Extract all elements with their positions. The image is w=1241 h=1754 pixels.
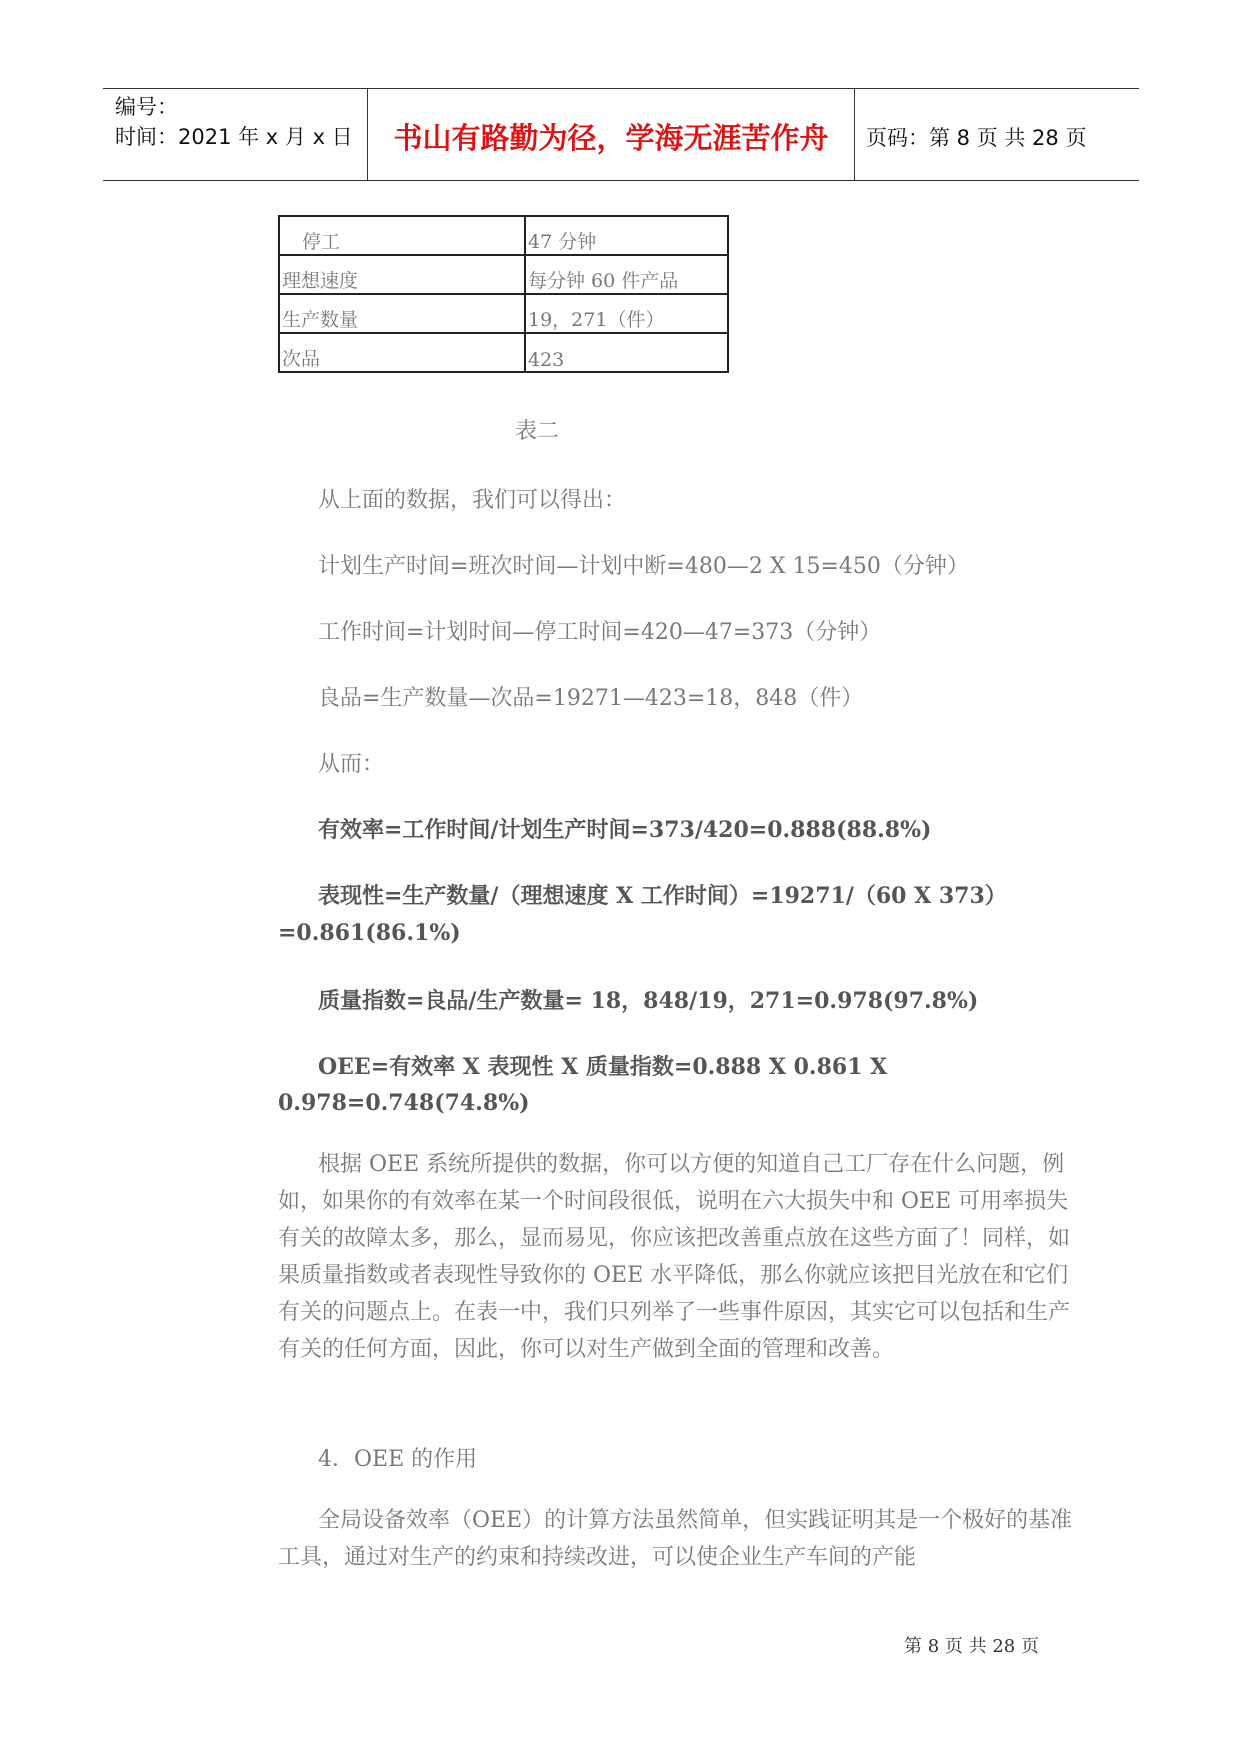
formula-performance-result: =0.861(86.1%) [278, 920, 461, 946]
table-caption: 表二 [515, 419, 560, 444]
body-paragraph [278, 1146, 1088, 1368]
header-page-number: 页码：第 8 页 共 28 页 [866, 126, 1087, 150]
formula-oee-result: 0.978=0.748(74.8%) [278, 1090, 530, 1116]
table-cell-label: 停工 [279, 216, 525, 255]
header-meta [115, 92, 353, 152]
table-cell-value: 每分钟 60 件产品 [525, 255, 728, 294]
table-row [279, 255, 728, 294]
data-table [278, 215, 729, 373]
table-cell-label: 理想速度 [279, 255, 525, 294]
text-line: 从上面的数据，我们可以得出： [318, 488, 627, 513]
formula-oee: OEE=有效率 X 表现性 X 质量指数=0.888 X 0.861 X [318, 1054, 888, 1080]
section-title: 4．OEE 的作用 [318, 1447, 478, 1472]
table-cell-label: 生产数量 [279, 294, 525, 333]
table-row [279, 294, 728, 333]
page-footer: 第 8 页 共 28 页 [904, 1636, 1039, 1657]
text-line: 从而： [318, 752, 385, 777]
header-divider-right [854, 88, 855, 181]
paragraph-text: 全局设备效率（OEE）的计算方法虽然简单，但实践证明其是一个极好的基准工具，通过对生产的约束和持续改进，可以使企业生产车间的产能 [278, 1508, 1073, 1570]
formula-quality: 质量指数=良品/生产数量= 18，848/19，271=0.978(97.8%) [318, 988, 979, 1014]
formula-good-parts: 良品=生产数量—次品=19271—423=18，848（件） [318, 686, 864, 711]
body-paragraph [278, 1502, 1088, 1576]
table-cell-value: 19，271（件） [525, 294, 728, 333]
paragraph-text: 根据 OEE 系统所提供的数据，你可以方便的知道自己工厂存在什么问题，例如，如果你的有效率在某一个时间段很低，说明在六大损失中和 OEE 可用率损失有关的故障太多，那么，显而易见，你应该把改善重点放在这些方面了！同样，如果质量指数或者表现性导致你的 OEE 水平降低，那么你就应该把目光放在和它们有关的问题点上。在表一中，我们只列举了一些事件原因，其实它可以包括和生产有关的任何方面，因此，你可以对生产做到全面的管理和改善。 [278, 1152, 1071, 1362]
formula-working-time: 工作时间=计划时间—停工时间=420—47=373（分钟） [318, 620, 882, 645]
table-row [279, 333, 728, 372]
table-cell-label: 次品 [279, 333, 525, 372]
header-top-rule [103, 88, 1139, 89]
header-number: 编号： [115, 95, 178, 119]
formula-planned-time: 计划生产时间=班次时间—计划中断=480—2 X 15=450（分钟） [318, 554, 969, 579]
formula-availability: 有效率=工作时间/计划生产时间=373/420=0.888(88.8%) [318, 817, 932, 843]
formula-performance: 表现性=生产数量/（理想速度 X 工作时间）=19271/（60 X 373） [318, 883, 1007, 909]
table-cell-value: 47 分钟 [525, 216, 728, 255]
header-time: 时间：2021 年 x 月 x 日 [115, 125, 353, 149]
header-bottom-rule [103, 180, 1139, 181]
header-motto: 书山有路勤为径，学海无涯苦作舟 [393, 121, 829, 155]
table-cell-value: 423 [525, 333, 728, 372]
table-row [279, 216, 728, 255]
